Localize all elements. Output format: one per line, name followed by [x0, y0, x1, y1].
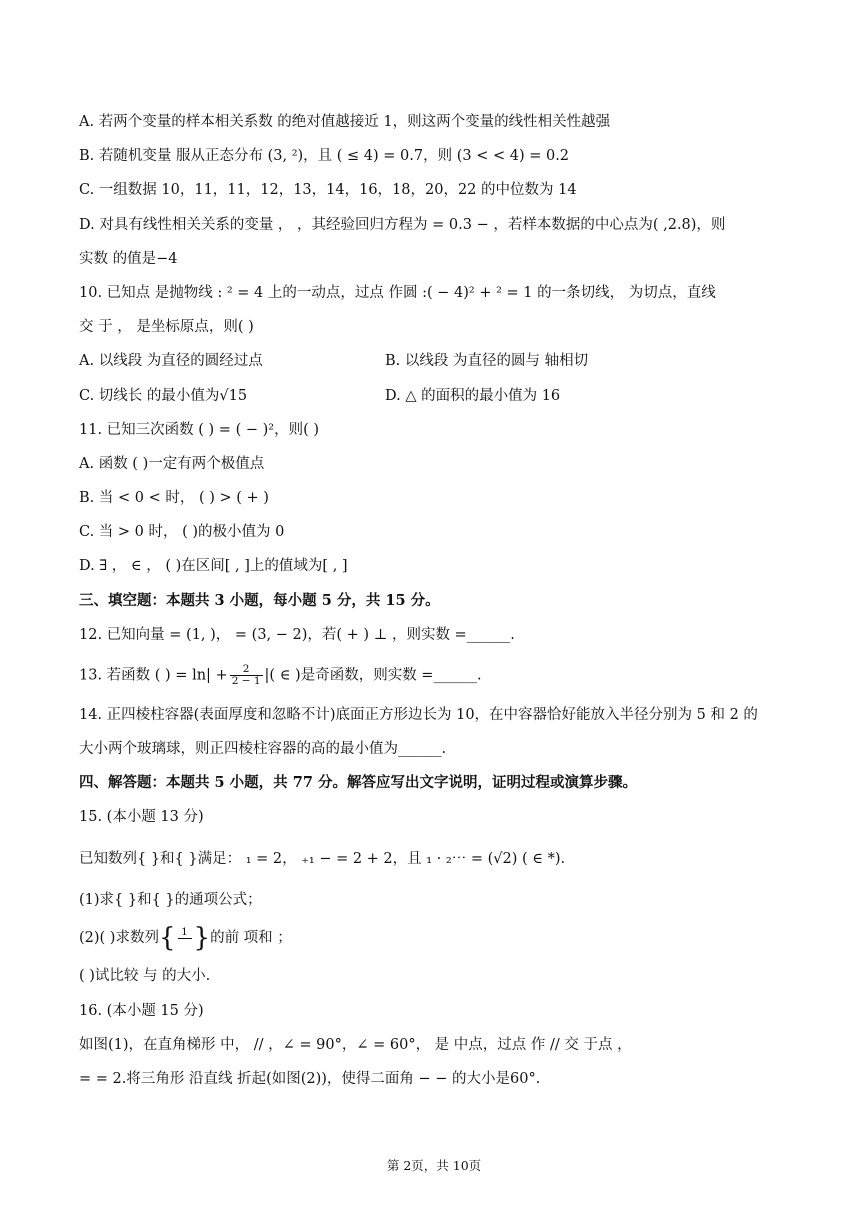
q14-line1: 14. 正四棱柱容器(表面厚度和忽略不计)底面正方形边长为 10，在中容器恰好能放入半径分别为 5 和 2 的 — [79, 707, 758, 723]
right-brace-symbol: } — [193, 923, 211, 953]
q10-option-a: A. 以线段 为直径的圆经过点 — [79, 353, 263, 369]
q11-stem: 11. 已知三次函数 ( ) = ( − )²，则( ) — [79, 422, 319, 438]
section-3-heading: 三、填空题：本题共 3 小题，每小题 5 分，共 15 分。 — [79, 592, 440, 609]
q14-line2: 大小两个玻璃球，则正四棱柱容器的高的最小值为______. — [79, 741, 447, 757]
q15-fraction — [178, 927, 192, 950]
q10-option-c: C. 切线长 的最小值为√15 — [79, 388, 248, 404]
left-brace-symbol: { — [158, 923, 176, 953]
q15-fraction-numerator: 1 — [178, 927, 192, 939]
q10-options-ab — [79, 351, 796, 371]
q15-part1: (1)求{ }和{ }的通项公式； — [79, 892, 262, 908]
q12: 12. 已知向量 = (1, )， = (3, − 2)，若( + ) ⊥ ，则实数 =______. — [79, 627, 515, 643]
q9-option-d-line1: D. 对具有线性相关关系的变量 ， ，其经验回归方程为 = 0.3 − ，若样本数据的中心点为( ,2.8)，则 — [79, 217, 726, 233]
q15-part2 — [79, 923, 796, 953]
q13-text-after: |( ∈ )是奇函数，则实数 =______. — [264, 667, 482, 684]
q11-option-b: B. 当 < 0 < 时， ( ) > ( + ) — [79, 490, 269, 506]
q13-fraction-denominator: 2 − 1 — [231, 675, 261, 687]
q9-option-d-line2: 实数 的值是−4 — [79, 251, 178, 267]
q16-line2: = = 2.将三角形 沿直线 折起(如图(2))，使得二面角 − − 的大小是60°. — [79, 1071, 541, 1087]
q9-option-a: A. 若两个变量的样本相关系数 的绝对值越接近 1，则这两个变量的线性相关性越强 — [79, 114, 611, 130]
q10-option-d: D. △ 的面积的最小值为 16 — [385, 388, 561, 404]
q15-stem: 已知数列{ }和{ }满足： ₁ = 2， ₊₁ − = 2 + 2，且 ₁ · ₂⋯ = (√2) ( ∈ *). — [79, 851, 566, 867]
q9-option-c: C. 一组数据 10，11，11，12，13，14，16，18，20，22 的中位数为 14 — [79, 182, 577, 198]
q11-option-c: C. 当 > 0 时， ( )的极小值为 0 — [79, 524, 285, 540]
q16-header: 16. (本小题 15 分) — [79, 1003, 204, 1019]
q13-fraction-numerator: 2 — [230, 664, 263, 676]
q11-option-a: A. 函数 ( )一定有两个极值点 — [79, 456, 265, 472]
page-footer: 第 2页，共 10页 — [386, 1158, 482, 1173]
q15-header: 15. (本小题 13 分) — [79, 809, 204, 825]
q15-part3: ( )试比较 与 的大小. — [79, 968, 211, 984]
q10-options-cd — [79, 386, 796, 406]
q16-line1: 如图(1)，在直角梯形 中， // ，∠ = 90°，∠ = 60°， 是 中点，过点 作 // 交 于点 ， — [79, 1037, 632, 1053]
q10-option-b: B. 以线段 为直径的圆与 轴相切 — [385, 353, 589, 369]
q13-fraction — [230, 664, 263, 687]
q13-text-before: 13. 若函数 ( ) = ln| + — [79, 667, 228, 684]
q15-fraction-denominator — [178, 939, 192, 950]
q15-part2-text-before: (2)( )求数列 — [79, 930, 159, 946]
q15-part2-text-after: 的前 项和 ； — [210, 930, 292, 946]
q10-stem-line2: 交 于 ， 是坐标原点，则( ) — [79, 319, 254, 335]
q9-option-b: B. 若随机变量 服从正态分布 (3, ²)，且 ( ≤ 4) = 0.7，则 (3 < < 4) = 0.2 — [79, 148, 570, 164]
section-4-heading: 四、解答题：本题共 5 小题，共 77 分。解答应写出文字说明，证明过程或演算步骤。 — [79, 774, 637, 791]
q11-option-d: D. ∃ ， ∈ ， ( )在区间[ , ]上的值域为[ , ] — [79, 558, 348, 574]
q10-stem-line1: 10. 已知点 是抛物线 : ² = 4 上的一动点，过点 作圆 :( − 4)² + ² = 1 的一条切线， 为切点，直线 — [79, 285, 716, 301]
q13 — [79, 664, 796, 687]
